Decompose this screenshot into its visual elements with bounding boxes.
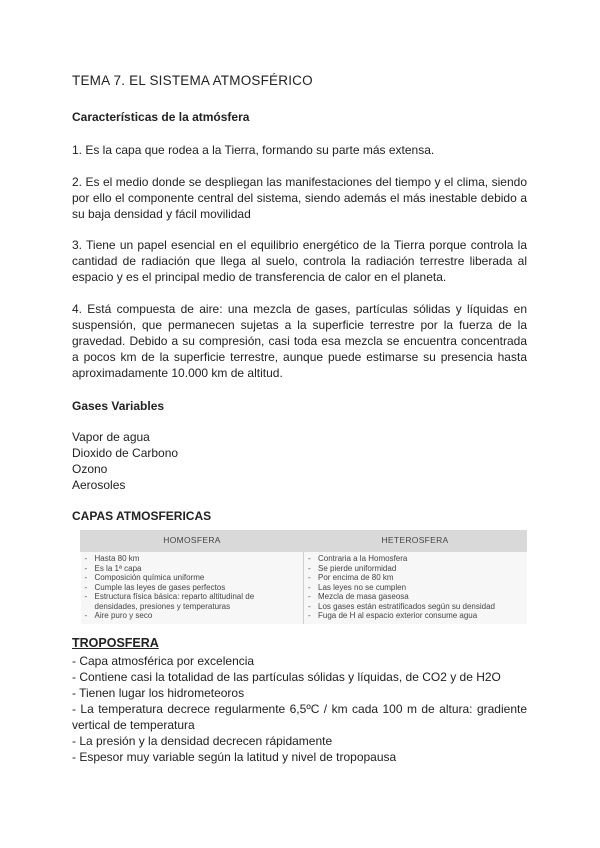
paragraph-4: 4. Está compuesta de aire: una mezcla de gases, partículas sólidas y líquidas en suspensión, que permanecen sujetas a la superficie terrestre por la fuerza de la gravedad. Debido a su compresión, casi toda esa mezcla se encuentra concentrada a pocos km de la superficie terrestre, aunque puede estimarse su presencia hasta aproximadamente 10.000 km de altitud. [72,302,527,380]
list-item: - Hasta 80 km [85,554,300,564]
heading-capas: CAPAS ATMOSFERICAS [72,509,212,523]
list-item: - Es la 1ª capa [85,564,300,574]
gases-list [72,429,178,493]
page-title: TEMA 7. EL SISTEMA ATMOSFÉRICO [72,73,313,88]
list-item: - Capa atmosférica por excelencia [72,654,255,668]
list-item: - Espesor muy variable según la latitud y nivel de tropopausa [72,750,397,764]
list-item: - Mezcla de masa gaseosa [308,592,523,602]
list-item: - Las leyes no se cumplen [308,583,523,593]
list-item: - Contiene casi la totalidad de las partículas sólidas y líquidas, de CO2 y de H2O [72,670,501,684]
capas-table [80,530,527,624]
list-item: Ozono [72,462,108,476]
heading-troposfera: TROPOSFERA [72,636,159,650]
list-item: Vapor de agua [72,430,150,444]
list-item: - Aire puro y seco [85,611,300,621]
list-item: - Fuga de H al espacio exterior consume agua [308,611,523,621]
list-item: Aerosoles [72,478,126,492]
list-item: - Los gases están estratificados según su densidad [308,602,523,612]
heading-caracteristicas: Características de la atmósfera [72,110,250,124]
list-item: Dioxido de Carbono [72,446,179,460]
list-item: - Tienen lugar los hidrometeoros [72,686,245,700]
troposfera-list [72,653,527,765]
list-item: - Se pierde uniformidad [308,564,523,574]
heterosfera-cell [304,552,527,624]
list-item: - Por encima de 80 km [308,573,523,583]
list-item: - Cumple las leyes de gases perfectos [85,583,300,593]
table-header-homosfera: HOMOSFERA [81,531,304,552]
paragraph-2: 2. Es el medio donde se despliegan las manifestaciones del tiempo y el clima, siendo por ello el componente central del sistema, siendo además el más inestable debido a su baja densidad y fácil movilidad [72,175,527,221]
heading-gases: Gases Variables [72,399,165,413]
table-header-heterosfera: HETEROSFERA [304,531,527,552]
list-item: - Composición química uniforme [85,573,300,583]
list-item: - La presión y la densidad decrecen rápidamente [72,734,333,748]
list-item: - Estructura física básica: reparto altitudinal de densidades, presiones y temperaturas [85,592,300,611]
homosfera-cell [81,552,304,624]
list-item: - La temperatura decrece regularmente 6,5ºC / km cada 100 m de altura: gradiente vertical de temperatura [72,702,527,732]
paragraph-3: 3. Tiene un papel esencial en el equilibrio energético de la Tierra porque controla la cantidad de radiación que llega al suelo, controla la radiación terrestre liberada al espacio y es el principal medio de transferencia de calor en el planeta. [72,238,527,284]
list-item: - Contraria a la Homosfera [308,554,523,564]
paragraph-1: 1. Es la capa que rodea a la Tierra, formando su parte más extensa. [72,143,435,157]
